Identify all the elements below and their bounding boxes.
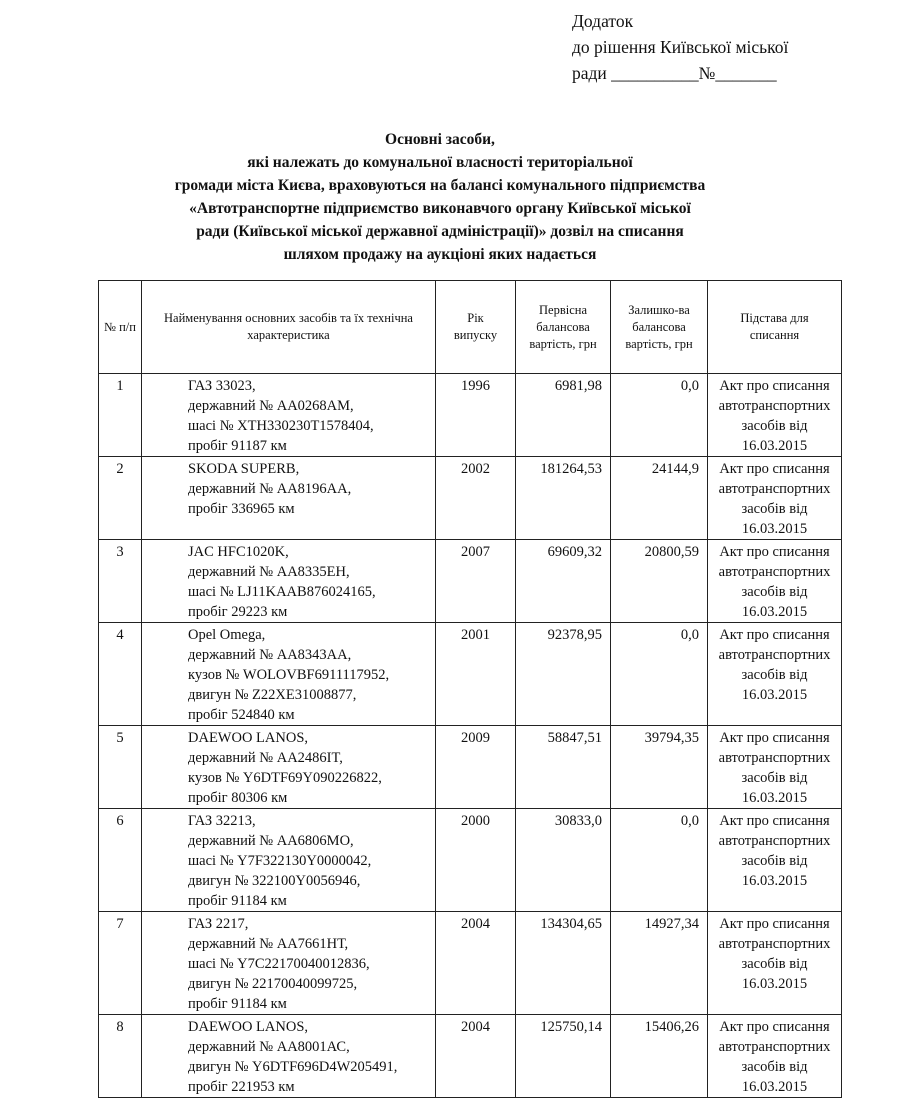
initial-value: 134304,65	[516, 912, 611, 1015]
row-number: 1	[99, 374, 142, 457]
write-off-basis-line: 16.03.2015	[741, 438, 808, 454]
write-off-basis-line: засобів від	[741, 418, 808, 434]
initial-value: 181264,53	[516, 457, 611, 540]
asset-description-line: двигун № Y6DTF696D4W205491,	[188, 1059, 398, 1075]
row-number: 3	[99, 540, 142, 623]
initial-value: 58847,51	[516, 726, 611, 809]
table-header-row	[99, 281, 842, 374]
write-off-basis-line: 16.03.2015	[741, 1079, 808, 1095]
release-year: 2007	[436, 540, 516, 623]
initial-value: 69609,32	[516, 540, 611, 623]
asset-description-line: пробіг 80306 км	[188, 790, 288, 806]
write-off-basis-line: засобів від	[741, 770, 808, 786]
write-off-basis	[708, 540, 842, 623]
residual-value: 15406,26	[611, 1015, 708, 1098]
asset-description-line: шасі № Y7F322130Y0000042,	[188, 853, 372, 869]
header-basis: Підстава для списання	[708, 281, 842, 374]
write-off-basis-line: 16.03.2015	[741, 521, 808, 537]
title-line: громади міста Києва, враховуються на балансі комунального підприємства	[174, 177, 706, 194]
write-off-basis-line: засобів від	[741, 853, 808, 869]
asset-description-line: DAEWOO LANOS,	[188, 1019, 309, 1035]
release-year: 2009	[436, 726, 516, 809]
initial-value: 30833,0	[516, 809, 611, 912]
asset-description-line: SKODA SUPERB,	[188, 461, 300, 477]
write-off-basis	[708, 1015, 842, 1098]
write-off-basis	[708, 374, 842, 457]
title-line: Основні засоби,	[385, 131, 495, 148]
write-off-basis-line: Акт про списання	[719, 378, 830, 394]
asset-description-line: державний № АА7661НТ,	[188, 936, 349, 952]
title-line: «Автотранспортне підприємство виконавчого органу Київської міської	[189, 200, 691, 217]
asset-description-line: шасі № Y7C22170040012836,	[188, 956, 370, 972]
asset-description-line: пробіг 91187 км	[188, 438, 287, 454]
write-off-basis-line: засобів від	[741, 1059, 808, 1075]
write-off-basis-line: автотранспортних	[718, 481, 831, 497]
asset-description	[142, 809, 436, 912]
document-title	[120, 128, 760, 266]
asset-description-line: державний № АА2486IT,	[188, 750, 343, 766]
residual-value: 20800,59	[611, 540, 708, 623]
asset-description-line: шасі № LJ11KAAB876024165,	[188, 584, 376, 600]
asset-description-line: ГАЗ 2217,	[188, 916, 249, 932]
write-off-basis-line: автотранспортних	[718, 564, 831, 580]
header-name: Найменування основних засобів та їх технічна характеристика	[142, 281, 436, 374]
asset-description	[142, 912, 436, 1015]
residual-value: 0,0	[611, 374, 708, 457]
header-initial-value: Первісна балансова вартість, грн	[516, 281, 611, 374]
write-off-basis	[708, 809, 842, 912]
asset-description-line: кузов № Y6DTF69Y090226822,	[188, 770, 382, 786]
asset-description-line: ГАЗ 33023,	[188, 378, 256, 394]
table-row	[99, 457, 842, 540]
table-row	[99, 912, 842, 1015]
write-off-basis-line: засобів від	[741, 501, 808, 517]
asset-description-line: шасі № ХТН330230Т1578404,	[188, 418, 374, 434]
asset-description-line: державний № АА8001АС,	[188, 1039, 350, 1055]
row-number: 5	[99, 726, 142, 809]
release-year: 2004	[436, 1015, 516, 1098]
title-line: ради (Київської міської державної адміністрації)» дозвіл на списання	[196, 223, 684, 240]
write-off-basis-line: Акт про списання	[719, 1019, 830, 1035]
release-year: 2004	[436, 912, 516, 1015]
residual-value: 39794,35	[611, 726, 708, 809]
write-off-basis-line: 16.03.2015	[741, 604, 808, 620]
asset-description	[142, 457, 436, 540]
write-off-basis-line: автотранспортних	[718, 750, 831, 766]
asset-description-line: JAC HFC1020K,	[188, 544, 289, 560]
write-off-basis-line: Акт про списання	[719, 461, 830, 477]
residual-value: 0,0	[611, 809, 708, 912]
write-off-basis-line: автотранспортних	[718, 647, 831, 663]
asset-description-line: пробіг 221953 км	[188, 1079, 295, 1095]
asset-description	[142, 623, 436, 726]
initial-value: 92378,95	[516, 623, 611, 726]
asset-description-line: двигун № Z22XE31008877,	[188, 687, 357, 703]
row-number: 8	[99, 1015, 142, 1098]
write-off-basis	[708, 726, 842, 809]
header-year: Рік випуску	[436, 281, 516, 374]
asset-description-line: двигун № 322100Y0056946,	[188, 873, 361, 889]
write-off-basis	[708, 623, 842, 726]
write-off-basis-line: автотранспортних	[718, 833, 831, 849]
release-year: 2002	[436, 457, 516, 540]
asset-description	[142, 374, 436, 457]
asset-description-line: державний № АА6806МО,	[188, 833, 354, 849]
write-off-basis-line: засобів від	[741, 667, 808, 683]
asset-description-line: двигун № 22170040099725,	[188, 976, 358, 992]
write-off-basis-line: автотранспортних	[718, 936, 831, 952]
asset-description-line: державний № АА8196АА,	[188, 481, 352, 497]
asset-description-line: кузов № WOLOVBF6911117952,	[188, 667, 390, 683]
table-row	[99, 374, 842, 457]
asset-description-line: державний № АА8343АА,	[188, 647, 352, 663]
row-number: 2	[99, 457, 142, 540]
write-off-basis-line: засобів від	[741, 584, 808, 600]
asset-description-line: пробіг 91184 км	[188, 893, 287, 909]
release-year: 2001	[436, 623, 516, 726]
write-off-basis-line: 16.03.2015	[741, 976, 808, 992]
asset-description-line: ГАЗ 32213,	[188, 813, 256, 829]
release-year: 2000	[436, 809, 516, 912]
write-off-basis-line: автотранспортних	[718, 1039, 831, 1055]
write-off-basis-line: Акт про списання	[719, 544, 830, 560]
table-row	[99, 809, 842, 912]
header-residual-value: Залишко-ва балансова вартість, грн	[611, 281, 708, 374]
write-off-basis-line: автотранспортних	[718, 398, 831, 414]
write-off-basis	[708, 912, 842, 1015]
table-row	[99, 623, 842, 726]
asset-description-line: DAEWOO LANOS,	[188, 730, 309, 746]
residual-value: 24144,9	[611, 457, 708, 540]
addendum-line: до рішення Київської міської	[572, 37, 789, 57]
write-off-basis-line: 16.03.2015	[741, 790, 808, 806]
addendum-line: Додаток	[572, 11, 634, 31]
row-number: 7	[99, 912, 142, 1015]
title-line: шляхом продажу на аукціоні яких надається	[283, 246, 597, 263]
write-off-basis-line: Акт про списання	[719, 813, 830, 829]
asset-description-line: Opel Omega,	[188, 627, 266, 643]
write-off-basis-line: Акт про списання	[719, 916, 830, 932]
write-off-basis-line: засобів від	[741, 956, 808, 972]
write-off-basis-line: Акт про списання	[719, 730, 830, 746]
write-off-basis	[708, 457, 842, 540]
asset-description-line: державний № АА0268АМ,	[188, 398, 354, 414]
initial-value: 6981,98	[516, 374, 611, 457]
assets-table	[98, 280, 842, 1098]
addendum-block	[572, 8, 788, 86]
table-row	[99, 540, 842, 623]
asset-description-line: пробіг 29223 км	[188, 604, 288, 620]
write-off-basis-line: Акт про списання	[719, 627, 830, 643]
header-num: № п/п	[99, 281, 142, 374]
asset-description	[142, 1015, 436, 1098]
initial-value: 125750,14	[516, 1015, 611, 1098]
asset-description	[142, 540, 436, 623]
row-number: 4	[99, 623, 142, 726]
title-line: які належать до комунальної власності територіальної	[247, 154, 633, 171]
asset-description-line: пробіг 336965 км	[188, 501, 295, 517]
asset-description-line: пробіг 91184 км	[188, 996, 287, 1012]
asset-description	[142, 726, 436, 809]
table-row	[99, 1015, 842, 1098]
row-number: 6	[99, 809, 142, 912]
asset-description-line: державний № АА8335ЕН,	[188, 564, 350, 580]
release-year: 1996	[436, 374, 516, 457]
addendum-line: ради __________№_______	[572, 63, 777, 83]
write-off-basis-line: 16.03.2015	[741, 687, 808, 703]
table-row	[99, 726, 842, 809]
residual-value: 0,0	[611, 623, 708, 726]
write-off-basis-line: 16.03.2015	[741, 873, 808, 889]
residual-value: 14927,34	[611, 912, 708, 1015]
asset-description-line: пробіг 524840 км	[188, 707, 295, 723]
